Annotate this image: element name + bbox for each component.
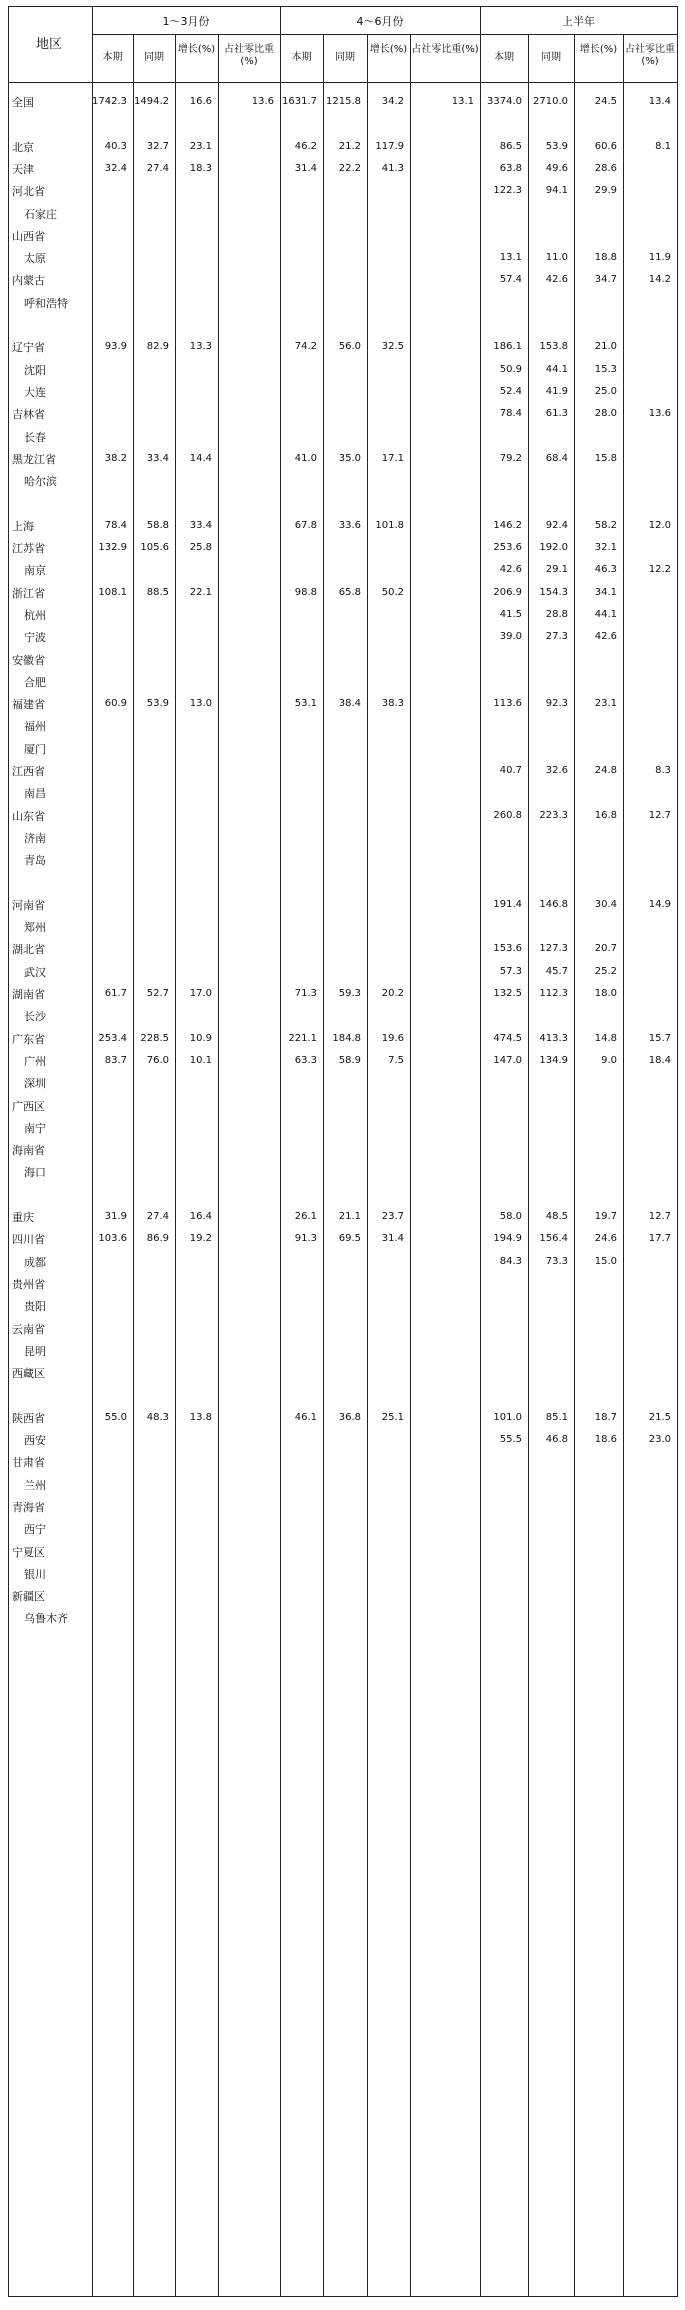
row-region-label: 长沙 <box>24 1010 46 1024</box>
column-subheader: 占社零比重(%) <box>625 44 675 67</box>
table-cell-value: 58.9 <box>338 1054 361 1066</box>
table-cell-value: 17.0 <box>189 988 212 999</box>
grid-line <box>323 34 324 2296</box>
table-cell-value: 13.0 <box>189 698 212 710</box>
table-cell-value: 61.7 <box>104 988 127 999</box>
table-cell-value: 14.9 <box>648 898 671 910</box>
row-region-label: 江苏省 <box>12 542 45 555</box>
table-cell-value: 24.8 <box>594 765 617 776</box>
table-cell-value: 108.1 <box>98 586 127 598</box>
table-cell-value: 19.6 <box>381 1032 404 1044</box>
table-cell-value: 53.1 <box>294 698 317 710</box>
table-cell-value: 154.3 <box>539 586 568 598</box>
table-cell-value: 253.6 <box>493 542 522 553</box>
table-cell-value: 103.6 <box>98 1233 127 1245</box>
row-region-label: 浙江省 <box>12 586 45 600</box>
table-cell-value: 101.0 <box>493 1411 522 1423</box>
table-cell-value: 40.3 <box>104 140 127 152</box>
table-cell-value: 48.5 <box>545 1211 568 1222</box>
row-region-label: 吉林省 <box>12 408 45 422</box>
table-cell-value: 117.9 <box>375 140 404 152</box>
table-cell-value: 46.1 <box>294 1411 317 1423</box>
table-cell-value: 35.0 <box>338 452 361 464</box>
table-cell-value: 78.4 <box>499 408 522 420</box>
region-header: 地区 <box>36 37 63 52</box>
table-cell-value: 63.3 <box>294 1054 317 1066</box>
table-cell-value: 228.5 <box>140 1032 169 1044</box>
row-region-label: 南昌 <box>24 787 46 801</box>
table-cell-value: 63.8 <box>499 162 522 174</box>
table-cell-value: 18.6 <box>594 1434 617 1445</box>
row-region-label: 福建省 <box>12 698 45 712</box>
table-cell-value: 153.8 <box>539 341 568 353</box>
table-cell-value: 14.4 <box>189 452 212 464</box>
column-subheader: 本期 <box>494 52 514 63</box>
table-cell-value: 56.0 <box>338 341 361 353</box>
table-cell-value: 52.4 <box>499 385 522 397</box>
row-region-label: 山西省 <box>12 229 45 243</box>
table-cell-value: 17.1 <box>381 452 404 464</box>
table-cell-value: 38.3 <box>381 698 404 710</box>
table-cell-value: 2710.0 <box>533 96 568 107</box>
table-cell-value: 194.9 <box>493 1233 522 1245</box>
row-region-label: 贵州省 <box>12 1277 45 1291</box>
table-cell-value: 16.6 <box>189 96 212 107</box>
row-region-label: 陕西省 <box>12 1411 45 1425</box>
table-cell-value: 92.3 <box>545 698 568 710</box>
row-region-label: 天津 <box>12 162 34 176</box>
row-region-label: 海南省 <box>12 1144 45 1158</box>
table-cell-value: 14.8 <box>594 1032 617 1044</box>
table-cell-value: 132.5 <box>493 988 522 999</box>
table-cell-value: 134.9 <box>539 1054 568 1066</box>
table-cell-value: 1742.3 <box>92 96 127 107</box>
grid-line <box>218 34 219 2296</box>
table-cell-value: 48.3 <box>146 1411 169 1423</box>
table-cell-value: 25.2 <box>594 965 617 977</box>
table-cell-value: 11.9 <box>648 252 671 264</box>
table-cell-value: 58.0 <box>499 1211 522 1222</box>
table-cell-value: 42.6 <box>499 564 522 576</box>
table-cell-value: 21.5 <box>648 1411 671 1423</box>
table-cell-value: 39.0 <box>499 631 522 643</box>
table-cell-value: 101.8 <box>375 519 404 531</box>
row-region-label: 哈尔滨 <box>24 475 57 489</box>
row-region-label: 兰州 <box>24 1478 46 1492</box>
row-region-label: 河南省 <box>12 898 45 912</box>
table-cell-value: 122.3 <box>493 185 522 197</box>
table-cell-value: 79.2 <box>499 452 522 464</box>
table-cell-value: 42.6 <box>545 274 568 286</box>
table-cell-value: 28.8 <box>545 608 568 620</box>
column-subheader: 同期 <box>335 52 355 63</box>
table-cell-value: 19.7 <box>594 1211 617 1222</box>
row-region-label: 武汉 <box>24 965 46 979</box>
table-cell-value: 44.1 <box>594 608 617 620</box>
table-cell-value: 21.1 <box>338 1211 361 1222</box>
row-region-label: 成都 <box>24 1255 46 1269</box>
table-cell-value: 32.7 <box>146 140 169 152</box>
table-cell-value: 38.4 <box>338 698 361 710</box>
column-subheader: 增长(%) <box>369 44 408 55</box>
row-region-label: 辽宁省 <box>12 341 45 355</box>
table-cell-value: 74.2 <box>294 341 317 353</box>
table-cell-value: 86.9 <box>146 1233 169 1245</box>
table-cell-value: 15.0 <box>594 1255 617 1267</box>
table-cell-value: 34.2 <box>381 96 404 107</box>
table-cell-value: 18.4 <box>648 1054 671 1066</box>
table-cell-value: 41.5 <box>499 608 522 620</box>
table-cell-value: 84.3 <box>499 1255 522 1267</box>
table-cell-value: 25.1 <box>381 1411 404 1423</box>
table-cell-value: 32.1 <box>594 542 617 553</box>
row-region-label: 广东省 <box>12 1032 45 1046</box>
row-region-label: 山东省 <box>12 809 45 823</box>
column-subheader: 增长(%) <box>579 44 618 55</box>
row-region-label: 杭州 <box>24 608 46 622</box>
table-cell-value: 27.4 <box>146 1211 169 1222</box>
table-cell-value: 93.9 <box>104 341 127 353</box>
table-cell-value: 67.8 <box>294 519 317 531</box>
grid-line <box>8 6 678 7</box>
row-region-label: 宁夏区 <box>12 1545 45 1559</box>
table-cell-value: 146.8 <box>539 898 568 910</box>
table-cell-value: 50.2 <box>381 586 404 598</box>
table-cell-value: 113.6 <box>493 698 522 710</box>
table-cell-value: 73.3 <box>545 1255 568 1267</box>
table-cell-value: 33.4 <box>189 519 212 531</box>
table-cell-value: 17.7 <box>648 1233 671 1245</box>
table-cell-value: 221.1 <box>288 1032 317 1044</box>
table-cell-value: 32.5 <box>381 341 404 353</box>
table-cell-value: 20.2 <box>381 988 404 999</box>
row-region-label: 北京 <box>12 140 34 154</box>
row-region-label: 青岛 <box>24 854 46 868</box>
row-region-label: 福州 <box>24 720 46 734</box>
row-region-label: 合肥 <box>24 675 46 689</box>
table-cell-value: 19.2 <box>189 1233 212 1245</box>
table-cell-value: 28.0 <box>594 408 617 420</box>
table-cell-value: 82.9 <box>146 341 169 353</box>
table-cell-value: 186.1 <box>493 341 522 353</box>
table-cell-value: 15.3 <box>594 363 617 375</box>
table-cell-value: 83.7 <box>104 1054 127 1066</box>
row-region-label: 太原 <box>24 252 46 266</box>
table-cell-value: 60.6 <box>594 140 617 152</box>
row-region-label: 青海省 <box>12 1500 45 1514</box>
table-cell-value: 34.1 <box>594 586 617 598</box>
table-cell-value: 33.6 <box>338 519 361 531</box>
table-cell-value: 18.0 <box>594 988 617 999</box>
table-cell-value: 50.9 <box>499 363 522 375</box>
table-cell-value: 65.8 <box>338 586 361 598</box>
table-cell-value: 1631.7 <box>282 96 317 107</box>
row-region-label: 甘肃省 <box>12 1456 45 1470</box>
table-cell-value: 260.8 <box>493 809 522 821</box>
table-cell-value: 40.7 <box>499 765 522 776</box>
row-region-label: 呼和浩特 <box>24 296 68 310</box>
table-cell-value: 223.3 <box>539 809 568 821</box>
row-region-label: 海口 <box>24 1166 46 1180</box>
row-region-label: 银川 <box>24 1567 46 1581</box>
row-region-label: 郑州 <box>24 921 46 935</box>
table-cell-value: 57.3 <box>499 965 522 977</box>
table-cell-value: 413.3 <box>539 1032 568 1044</box>
row-region-label: 乌鲁木齐 <box>24 1612 68 1626</box>
column-subheader: 本期 <box>102 52 123 63</box>
table-cell-value: 31.9 <box>104 1211 127 1222</box>
column-group-header: 上半年 <box>562 15 595 28</box>
table-cell-value: 15.8 <box>594 452 617 464</box>
row-region-label: 厦门 <box>24 742 46 756</box>
table-cell-value: 46.2 <box>294 140 317 152</box>
table-cell-value: 33.4 <box>146 452 169 464</box>
table-cell-value: 23.1 <box>594 698 617 710</box>
table-cell-value: 91.3 <box>294 1233 317 1245</box>
table-cell-value: 191.4 <box>493 898 522 910</box>
table-cell-value: 13.8 <box>189 1411 212 1423</box>
row-region-label: 内蒙古 <box>12 274 45 288</box>
table-cell-value: 29.1 <box>545 564 568 576</box>
table-cell-value: 78.4 <box>104 519 127 531</box>
table-cell-value: 23.7 <box>381 1211 404 1222</box>
grid-line <box>133 34 134 2296</box>
table-cell-value: 153.6 <box>493 943 522 955</box>
row-region-label: 贵阳 <box>24 1300 46 1314</box>
table-cell-value: 55.0 <box>104 1411 127 1423</box>
table-cell-value: 23.0 <box>648 1434 671 1445</box>
row-region-label: 长春 <box>24 430 46 444</box>
table-cell-value: 32.4 <box>104 162 127 174</box>
column-subheader: 本期 <box>291 52 312 63</box>
row-region-label: 河北省 <box>12 185 45 199</box>
table-cell-value: 41.0 <box>294 452 317 464</box>
table-cell-value: 24.5 <box>594 96 617 107</box>
row-region-label: 大连 <box>24 385 46 399</box>
row-region-label: 西安 <box>24 1434 46 1447</box>
table-cell-value: 12.7 <box>648 809 671 821</box>
table-cell-value: 52.7 <box>146 988 169 999</box>
column-subheader: 增长(%) <box>177 44 216 55</box>
table-cell-value: 16.4 <box>189 1211 212 1222</box>
table-cell-value: 22.2 <box>338 162 361 174</box>
table-cell-value: 68.4 <box>545 452 568 464</box>
table-cell-value: 18.7 <box>594 1411 617 1423</box>
table-cell-value: 46.3 <box>594 564 617 576</box>
table-cell-value: 14.2 <box>648 274 671 286</box>
table-cell-value: 25.8 <box>189 542 212 553</box>
table-cell-value: 31.4 <box>294 162 317 174</box>
table-cell-value: 8.1 <box>655 140 671 152</box>
table-cell-value: 1215.8 <box>326 96 361 107</box>
table-cell-value: 27.4 <box>146 162 169 174</box>
table-cell-value: 24.6 <box>594 1233 617 1245</box>
table-cell-value: 13.6 <box>648 408 671 420</box>
row-region-label: 安徽省 <box>12 653 45 667</box>
table-cell-value: 11.0 <box>545 252 568 264</box>
row-region-label: 全国 <box>12 96 34 109</box>
table-cell-value: 57.4 <box>499 274 522 286</box>
table-cell-value: 98.8 <box>294 586 317 598</box>
table-cell-value: 16.8 <box>594 809 617 821</box>
table-cell-value: 13.1 <box>499 252 522 264</box>
table-cell-value: 132.9 <box>98 542 127 553</box>
table-cell-value: 76.0 <box>146 1054 169 1066</box>
table-cell-value: 13.3 <box>189 341 212 353</box>
row-region-label: 四川省 <box>12 1233 45 1247</box>
table-cell-value: 60.9 <box>104 698 127 710</box>
row-region-label: 新疆区 <box>12 1590 45 1604</box>
table-cell-value: 127.3 <box>539 943 568 955</box>
table-cell-value: 12.2 <box>648 564 671 576</box>
grid-line <box>8 6 9 2296</box>
row-region-label: 西宁 <box>24 1523 46 1537</box>
table-cell-value: 156.4 <box>539 1233 568 1245</box>
row-region-label: 沈阳 <box>24 363 46 377</box>
row-region-label: 云南省 <box>12 1322 45 1336</box>
table-cell-value: 12.0 <box>648 519 671 531</box>
column-subheader: 同期 <box>144 52 164 63</box>
table-cell-value: 22.1 <box>189 586 212 598</box>
table-cell-value: 23.1 <box>189 140 212 152</box>
table-cell-value: 10.1 <box>189 1054 212 1066</box>
table-cell-value: 184.8 <box>332 1032 361 1044</box>
table-cell-value: 21.0 <box>594 341 617 353</box>
table-cell-value: 3374.0 <box>487 96 522 107</box>
table-cell-value: 31.4 <box>381 1233 404 1245</box>
grid-line <box>677 6 678 2296</box>
row-region-label: 南京 <box>24 564 46 578</box>
table-cell-value: 30.4 <box>594 898 617 910</box>
table-cell-value: 86.5 <box>499 140 522 152</box>
table-cell-value: 192.0 <box>539 542 568 553</box>
table-cell-value: 49.6 <box>545 162 568 174</box>
table-cell-value: 46.8 <box>545 1434 568 1445</box>
table-cell-value: 71.3 <box>294 988 317 999</box>
column-group-header: 4～6月份 <box>356 15 404 28</box>
table-cell-value: 27.3 <box>545 631 568 643</box>
table-cell-value: 34.7 <box>594 274 617 286</box>
table-cell-value: 38.2 <box>104 452 127 464</box>
row-region-label: 江西省 <box>12 765 45 778</box>
row-region-label: 石家庄 <box>24 207 57 221</box>
table-cell-value: 8.3 <box>655 765 671 776</box>
grid-line <box>8 82 678 83</box>
table-cell-value: 253.4 <box>98 1032 127 1044</box>
table-cell-value: 13.4 <box>648 96 671 107</box>
table-cell-value: 94.1 <box>545 185 568 197</box>
table-cell-value: 69.5 <box>338 1233 361 1245</box>
table-cell-value: 1494.2 <box>134 96 169 107</box>
table-cell-value: 105.6 <box>140 542 169 553</box>
table-cell-value: 10.9 <box>189 1032 212 1044</box>
table-cell-value: 41.9 <box>545 385 568 397</box>
column-group-header: 1～3月份 <box>162 15 210 28</box>
row-region-label: 黑龙江省 <box>12 452 56 466</box>
table-cell-value: 21.2 <box>338 140 361 152</box>
table-cell-value: 15.7 <box>648 1032 671 1044</box>
row-region-label: 西藏区 <box>12 1367 45 1381</box>
table-cell-value: 20.7 <box>594 943 617 955</box>
table-cell-value: 18.8 <box>594 252 617 264</box>
table-cell-value: 92.4 <box>545 519 568 531</box>
table-cell-value: 206.9 <box>493 586 522 598</box>
column-subheader: 同期 <box>541 52 561 63</box>
row-region-label: 济南 <box>24 831 46 845</box>
table-cell-value: 44.1 <box>545 363 568 375</box>
table-cell-value: 59.3 <box>338 988 361 999</box>
column-subheader: 占社零比重(%) <box>411 44 479 55</box>
table-cell-value: 45.7 <box>545 965 568 977</box>
table-cell-value: 112.3 <box>539 988 568 999</box>
table-cell-value: 12.7 <box>648 1211 671 1222</box>
table-cell-value: 36.8 <box>338 1411 361 1423</box>
row-region-label: 昆明 <box>24 1344 46 1358</box>
row-region-label: 广西区 <box>12 1099 45 1113</box>
row-region-label: 上海 <box>12 519 34 533</box>
table-cell-value: 146.2 <box>493 519 522 531</box>
table-cell-value: 26.1 <box>294 1211 317 1222</box>
table-cell-value: 85.1 <box>545 1411 568 1423</box>
table-cell-value: 13.6 <box>251 96 274 107</box>
table-cell-value: 9.0 <box>601 1054 617 1066</box>
grid-line <box>623 34 624 2296</box>
grid-line <box>367 34 368 2296</box>
grid-line <box>410 34 411 2296</box>
table-cell-value: 474.5 <box>493 1032 522 1044</box>
row-region-label: 宁波 <box>24 631 46 645</box>
table-cell-value: 29.9 <box>594 185 617 197</box>
table-cell-value: 25.0 <box>594 385 617 397</box>
grid-line <box>8 2296 678 2297</box>
table-cell-value: 58.8 <box>146 519 169 531</box>
table-cell-value: 7.5 <box>388 1054 404 1066</box>
table-cell-value: 13.1 <box>451 96 474 107</box>
table-cell-value: 61.3 <box>545 408 568 420</box>
row-region-label: 湖北省 <box>12 943 45 957</box>
table-cell-value: 18.3 <box>189 162 212 174</box>
row-region-label: 湖南省 <box>12 988 45 1001</box>
table-cell-value: 42.6 <box>594 631 617 643</box>
grid-line <box>175 34 176 2296</box>
column-subheader: 占社零比重(%) <box>224 44 274 67</box>
row-region-label: 深圳 <box>24 1077 46 1091</box>
table-cell-value: 53.9 <box>545 140 568 152</box>
table-cell-value: 147.0 <box>493 1054 522 1066</box>
table-cell-value: 32.6 <box>545 765 568 776</box>
table-cell-value: 55.5 <box>499 1434 522 1445</box>
table-cell-value: 88.5 <box>146 586 169 598</box>
row-region-label: 南宁 <box>24 1121 46 1135</box>
table-cell-value: 41.3 <box>381 162 404 174</box>
row-region-label: 重庆 <box>12 1211 34 1224</box>
row-region-label: 广州 <box>24 1054 46 1068</box>
table-cell-value: 58.2 <box>594 519 617 531</box>
table-cell-value: 53.9 <box>146 698 169 710</box>
grid-line <box>92 34 678 35</box>
table-cell-value: 28.6 <box>594 162 617 174</box>
